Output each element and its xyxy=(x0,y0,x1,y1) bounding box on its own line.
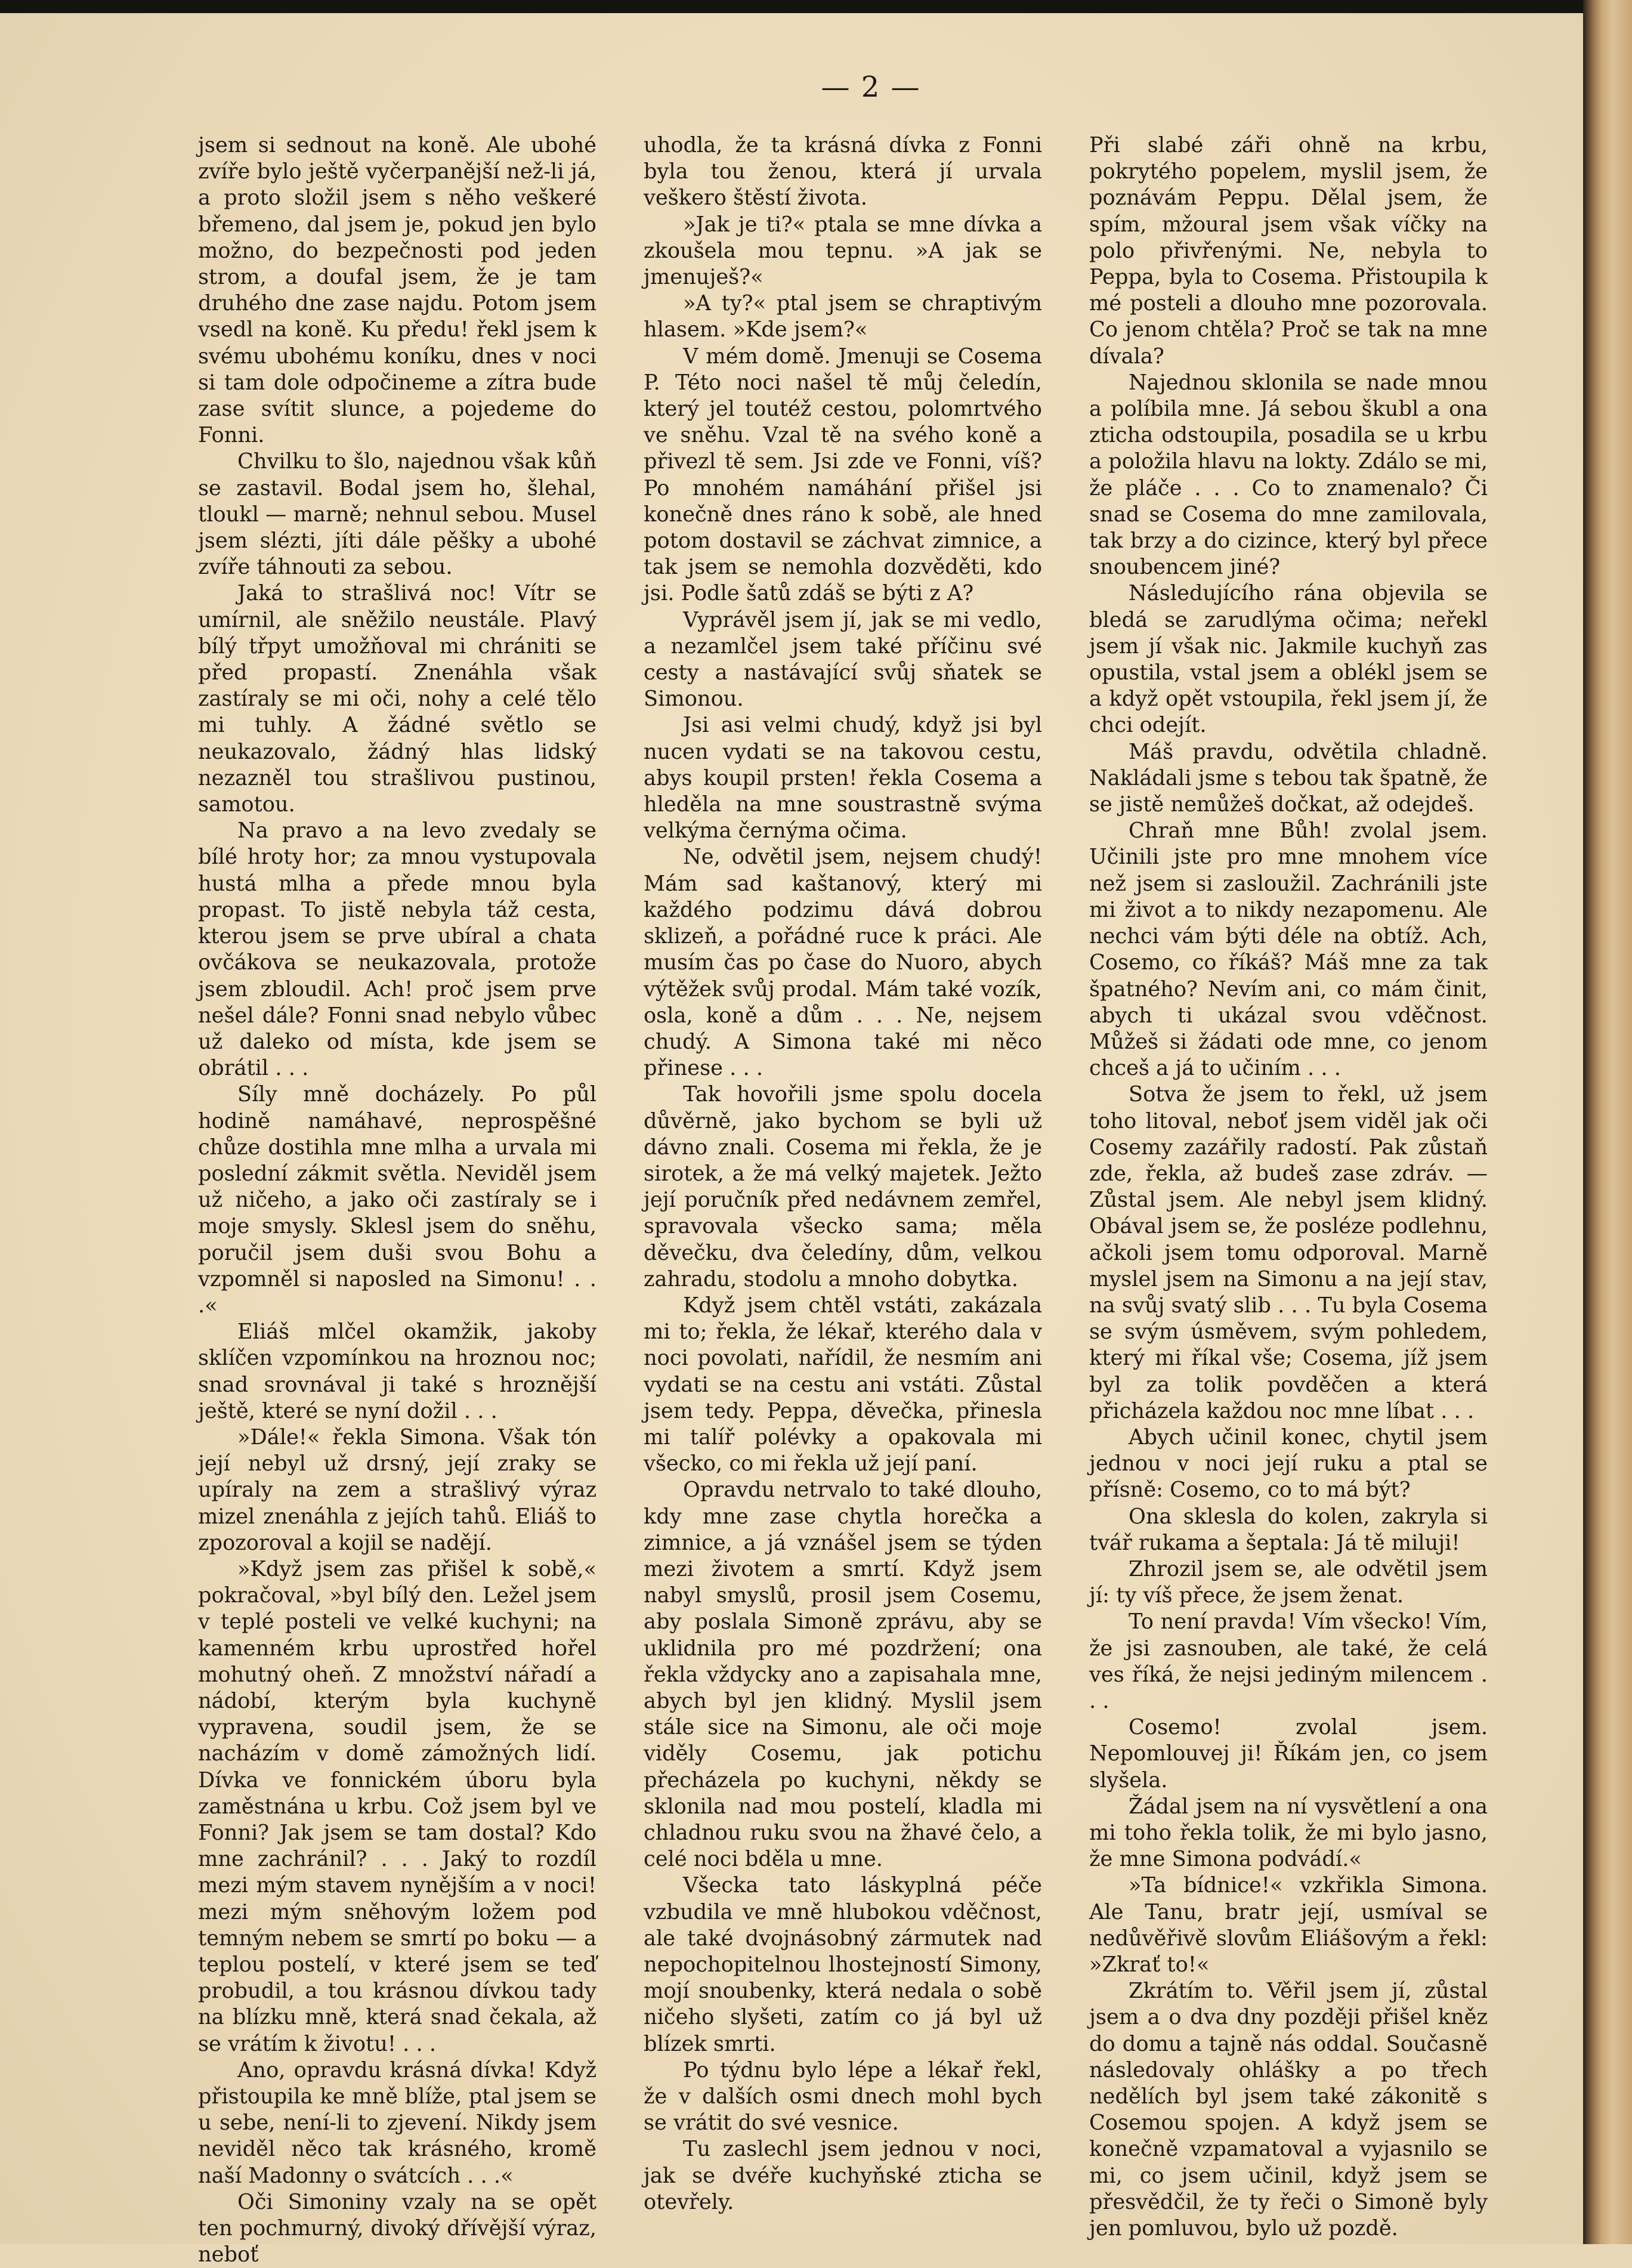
paragraph: Při slabé záři ohně na krbu, pokrytého popelem, myslil jsem, že poznávám Peppu. Dělal jsem, že spím, mžoural jsem však víčky na polo přivřenými. Ne, nebyla to Peppa, byla to Cosema. Přistoupila k mé posteli a dlouho mne pozorovala. Co jenom chtěla? Proč se tak na mne dívala? xyxy=(1089,133,1488,369)
paragraph: »Jak je ti?« ptala se mne dívka a zkoušela mou tepnu. »A jak se jmenuješ?« xyxy=(644,212,1042,290)
paragraph: Opravdu netrvalo to také dlouho, kdy mne zase chytla horečka a zimnice, a já vznášel jsem se týden mezi životem a smrtí. Když jsem nabyl smyslů, prosil jsem Cosemu, aby poslala Simoně zprávu, aby se uklidnila pro mé pozdržení; ona řekla vždycky ano a zapisahala mne, abych byl jen klidný. Myslil jsem stále sice na Simonu, ale oči moje viděly Cosemu, jak potichu přecházela po kuchyni, někdy se sklonila nad mou postelí, kladla mi chladnou ruku svou na žhavé čelo, a celé noci bděla u mne. xyxy=(644,1478,1042,1872)
paragraph: jsem si sednout na koně. Ale ubohé zvíře bylo ještě vyčerpanější než-li já, a proto složil jsem s něho veškeré břemeno, dal jsem je, pokud jen bylo možno, do bezpečnosti pod jeden strom, a doufal jsem, že je tam druhého dne zase najdu. Potom jsem vsedl na koně. Ku předu! řekl jsem k svému ubohému koníku, dnes v noci si tam dole odpočineme a zítra bude zase svítit slunce, a pojedeme do Fonni. xyxy=(198,133,596,448)
paragraph: Eliáš mlčel okamžik, jakoby sklíčen vzpomínkou na hroznou noc; snad srovnával ji také s hroznější ještě, které se nyní dožil . . . xyxy=(198,1320,596,1423)
paragraph: Abych učinil konec, chytil jsem jednou v noci její ruku a ptal se přísně: Cosemo, co to má být? xyxy=(1089,1425,1488,1503)
text-column-3 xyxy=(1089,132,1488,2242)
paragraph: Sotva že jsem to řekl, už jsem toho litoval, neboť jsem viděl jak oči Cosemy zazářily radostí. Pak zůstaň zde, řekla, až budeš zase zdráv. — Zůstal jsem. Ale nebyl jsem klidný. Obával jsem se, že posléze podlehnu, ačkoli jsem tomu odporoval. Marně myslel jsem na Simonu a na její stav, na svůj svatý slib . . . Tu byla Cosema se svým úsměvem, svým pohledem, který mi říkal vše; Cosema, jíž jsem byl za tolik povděčen a která přicházela každou noc mne líbat . . . xyxy=(1089,1082,1488,1423)
paragraph: Vyprávěl jsem jí, jak se mi vedlo, a nezamlčel jsem také příčinu své cesty a nastávající svůj sňatek se Simonou. xyxy=(644,607,1042,712)
paragraph: Po týdnu bylo lépe a lékař řekl, že v dalších osmi dnech mohl bych se vrátit do své vesnice. xyxy=(644,2057,1042,2136)
page-number: — 2 — xyxy=(821,70,921,104)
paragraph: uhodla, že ta krásná dívka z Fonni byla tou ženou, která jí urvala veškero štěstí života. xyxy=(644,133,1042,211)
paragraph: »Ta bídnice!« vzkřikla Simona. Ale Tanu, bratr její, usmíval se nedůvěřivě slovům Eliášovým a řekl: »Zkrať to!« xyxy=(1089,1873,1488,1977)
paragraph: Chraň mne Bůh! zvolal jsem. Učinili jste pro mne mnohem více než jsem si zasloužil. Zachránili jste mi život a to nikdy nezapomenu. Ale nechci vám býti déle na obtíž. Ach, Cosemo, co říkáš? Máš mne za tak špatného? Nevím ani, co mám činit, abych ti ukázal svou vděčnost. Můžeš si žádati ode mne, co jenom chceš a já to učiním . . . xyxy=(1089,818,1488,1081)
scan-right-edge xyxy=(1583,0,1632,2244)
paragraph: Následujícího rána objevila se bledá se zarudlýma očima; neřekl jsem jí však nic. Jakmile kuchyň zas opustila, vstal jsem a oblékl jsem se a když opět vstoupila, řekl jsem jí, že chci odejít. xyxy=(1089,581,1488,738)
scan-top-edge xyxy=(0,0,1632,13)
paragraph: Oči Simoniny vzaly na se opět ten pochmurný, divoký dřívější výraz, neboť xyxy=(198,2189,596,2267)
paragraph: Všecka tato láskyplná péče vzbudila ve mně hlubokou vděčnost, ale také dvojnásobný zármutek nad nepochopitelnou lhostejností Simony, mojí snoubenky, která nedala o sobě ničeho slyšeti, zatím co já byl už blízek smrti. xyxy=(644,1873,1042,2056)
paragraph: Máš pravdu, odvětila chladně. Nakládali jsme s tebou tak špatně, že se jistě nemůžeš dočkat, až odejdeš. xyxy=(1089,739,1488,817)
paragraph: Jsi asi velmi chudý, když jsi byl nucen vydati se na takovou cestu, abys koupil prsten! řekla Cosema a hleděla na mne soustrastně svýma velkýma černýma očima. xyxy=(644,713,1042,843)
paragraph: Chvilku to šlo, najednou však kůň se zastavil. Bodal jsem ho, šlehal, tloukl — marně; nehnul sebou. Musel jsem slézti, jíti dále pěšky a ubohé zvíře táhnouti za sebou. xyxy=(198,449,596,580)
paragraph: Zkrátím to. Věřil jsem jí, zůstal jsem a o dva dny později přišel kněz do domu a tajně nás oddal. Současně následovaly ohlášky a po třech nedělích byl jsem také zákonitě s Cosemou spojen. A když jsem se konečně vzpamatoval a vyjasnilo se mi, co jsem učinil, když jsem se přesvědčil, že ty řeči o Simoně byly jen pomluvou, bylo už pozdě. xyxy=(1089,1979,1488,2241)
text-column-1 xyxy=(198,132,596,2268)
paragraph: Když jsem chtěl vstáti, zakázala mi to; řekla, že lékař, kterého dala v noci povolati, nařídil, že nesmím ani vydati se na cestu ani vstáti. Zůstal jsem tedy. Peppa, děvečka, přinesla mi talíř polévky a opakovala mi všecko, co mi řekla už její paní. xyxy=(644,1293,1042,1476)
paragraph: Ona sklesla do kolen, zakryla si tvář rukama a šeptala: Já tě miluji! xyxy=(1089,1504,1488,1555)
paragraph: Žádal jsem na ní vysvětlení a ona mi toho řekla tolik, že mi bylo jasno, že mne Simona podvádí.« xyxy=(1089,1794,1488,1872)
paragraph: Najednou sklonila se nade mnou a políbila mne. Já sebou škubl a ona zticha odstoupila, posadila se u krbu a položila hlavu na lokty. Zdálo se mi, že pláče . . . Co to znamenalo? Či snad se Cosema do mne zamilovala, tak brzy a do cizince, který byl přece snoubencem jiné? xyxy=(1089,370,1488,580)
paragraph: »Dále!« řekla Simona. Však tón její nebyl už drsný, její zraky se upíraly na zem a strašlivý výraz mizel znenáhla z jejích tahů. Eliáš to zpozoroval a kojil se nadějí. xyxy=(198,1425,596,1555)
paragraph: Jaká to strašlivá noc! Vítr se umírnil, ale sněžilo neustále. Plavý bílý třpyt umožňoval mi chrániti se před propastí. Znenáhla však zastíraly se mi oči, nohy a celé tělo mi tuhly. A žádné světlo se neukazovalo, žádný hlas lidský nezazněl tou strašlivou pustinou, samotou. xyxy=(198,581,596,817)
paragraph: Ano, opravdu krásná dívka! Když přistoupila ke mně blíže, ptal jsem se u sebe, není-li to zjevení. Nikdy jsem neviděl něco tak krásného, kromě naší Madonny o svátcích . . .« xyxy=(198,2057,596,2188)
paragraph: Ne, odvětil jsem, nejsem chudý! Mám sad kaštanový, který mi každého podzimu dává dobrou sklizeň, a pořádné ruce k práci. Ale musím čas po čase do Nuoro, abych výtěžek svůj prodal. Mám také vozík, osla, koně a dům . . . Ne, nejsem chudý. A Simona také mi něco přinese . . . xyxy=(644,845,1042,1081)
paragraph: »A ty?« ptal jsem se chraptivým hlasem. »Kde jsem?« xyxy=(644,291,1042,342)
paragraph: To není pravda! Vím všecko! Vím, že jsi zasnouben, ale také, že celá ves říká, že nejsi jediným milencem . . . xyxy=(1089,1609,1488,1713)
paragraph: Cosemo! zvolal jsem. Nepomlouvej ji! Říkám jen, co jsem slyšela. xyxy=(1089,1715,1488,1793)
paragraph: Tak hovořili jsme spolu docela důvěrně, jako bychom se byli už dávno znali. Cosema mi řekla, že je sirotek, a že má velký majetek. Ježto její poručník před nedávnem zemřel, spravovala všecko sama; měla děvečku, dva čeledíny, dům, velkou zahradu, stodolu a mnoho dobytka. xyxy=(644,1082,1042,1291)
text-column-2 xyxy=(644,132,1042,2216)
paragraph: Síly mně docházely. Po půl hodině namáhavé, neprospěšné chůze dostihla mne mlha a urvala mi poslední zákmit světla. Neviděl jsem už ničeho, a jako oči zastíraly se i moje smysly. Sklesl jsem do sněhu, poručil jsem duši svou Bohu a vzpomněl si naposled na Simonu! . . .« xyxy=(198,1082,596,1318)
paragraph: Na pravo a na levo zvedaly se bílé hroty hor; za mnou vystupovala hustá mlha a přede mnou byla propast. To jistě nebyla táž cesta, kterou jsem se prve ubíral a chata ovčákova se neukazovala, protože jsem zbloudil. Ach! proč jsem prve nešel dále? Fonni snad nebylo vůbec už daleko od místa, kde jsem se obrátil . . . xyxy=(198,818,596,1081)
paragraph: Tu zaslechl jsem jednou v noci, jak se dvéře kuchyňské zticha se otevřely. xyxy=(644,2137,1042,2214)
paragraph: »Když jsem zas přišel k sobě,« pokračoval, »byl bílý den. Ležel jsem v teplé posteli ve velké kuchyni; na kamenném krbu uprostřed hořel mohutný oheň. Z množství nářadí a nádobí, kterým byla kuchyně vypravena, soudil jsem, že se nacházím v domě zámožných lidí. Dívka ve fonnickém úboru byla zaměstnána u krbu. Což jsem byl ve Fonni? Jak jsem se tam dostal? Kdo mne zachránil? . . . Jaký to rozdíl mezi mým stavem nynějším a v noci! mezi mým sněhovým ložem pod temným nebem se smrtí po boku — a teplou postelí, v které jsem se teď probudil, a tou krásnou dívkou tady na blízku mně, která snad čekala, až se vrátím k životu! . . . xyxy=(198,1556,596,2056)
paragraph: V mém domě. Jmenuji se Cosema P. Této noci našel tě můj čeledín, který jel toutéž cestou, polomrtvého ve sněhu. Vzal tě na svého koně a přivezl tě sem. Jsi zde ve Fonni, víš? Po mnohém namáhání přišel jsi konečně dnes ráno k sobě, ale hned potom dostavil se záchvat zimnice, a tak jsem se nemohla dozvěděti, kdo jsi. Podle šatů zdáš se býti z A? xyxy=(644,344,1042,606)
paragraph: Zhrozil jsem se, ale odvětil jsem jí: ty víš přece, že jsem ženat. xyxy=(1089,1556,1488,1608)
